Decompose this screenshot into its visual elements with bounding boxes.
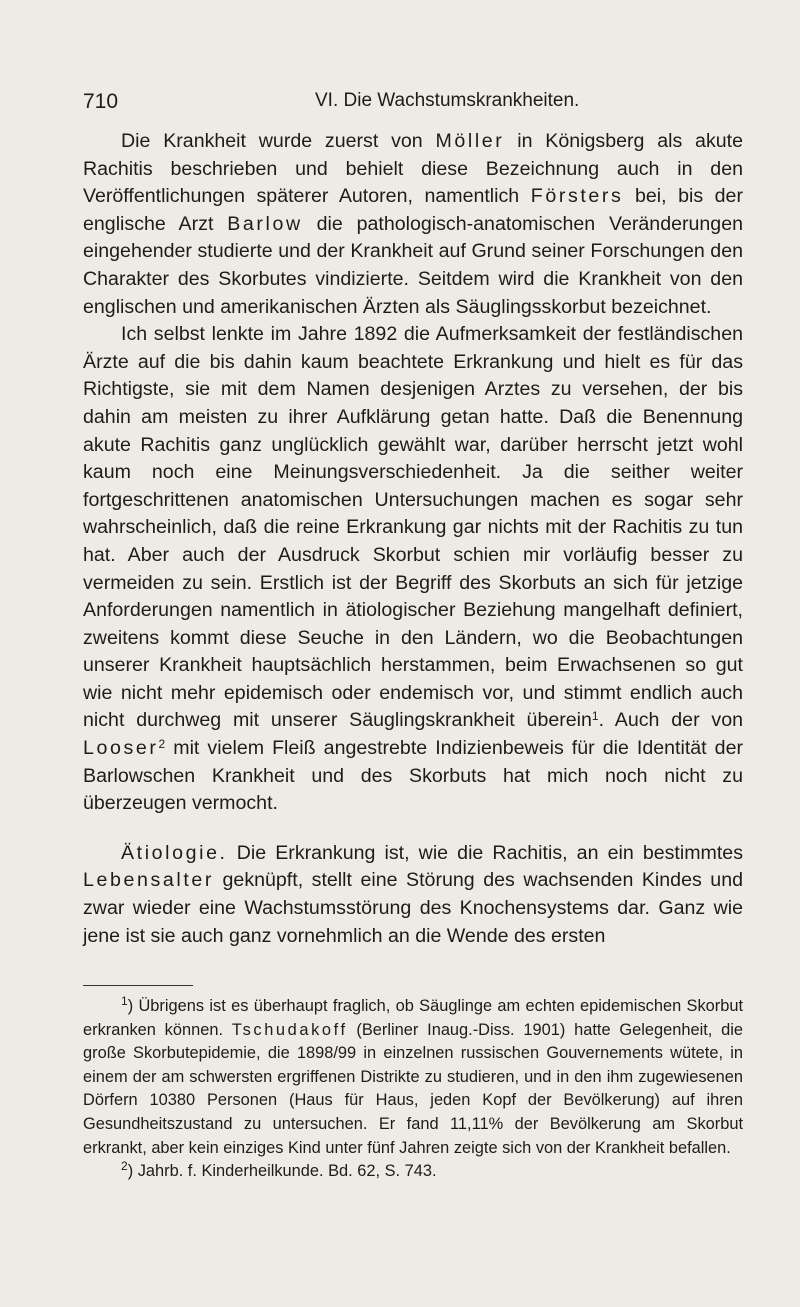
section-heading: Ätiologie. <box>121 841 228 864</box>
footnote-2 <box>83 1160 743 1184</box>
footnote-ref-2[interactable]: 2 <box>158 737 166 752</box>
footnote-1 <box>83 995 743 1160</box>
author-name: Tschudakoff <box>231 1020 348 1039</box>
running-head: VI. Die Wachstumskrankheiten. <box>315 90 580 111</box>
footnotes <box>83 995 743 1184</box>
author-name: Försters <box>530 185 624 208</box>
text-run: mit vielem Fleiß angestrebte Indizienbeweis für die Identität der Barlowschen Krankheit und des Skorbuts hat mich noch nicht zu überzeugen vermocht. <box>83 737 743 815</box>
text-run: Die Krankheit wurde zuerst von <box>121 130 436 152</box>
page-header <box>83 90 740 120</box>
body-text <box>83 128 743 950</box>
text-run: Ich selbst lenkte im Jahre 1892 die Aufmerksamkeit der festländischen Ärzte auf die bis dahin kaum beachtete Erkrankung und hielt es für das Richtigste, sie mit dem Namen desjenigen Arztes zu versehen, der bis dahin am meisten zu ihrer Aufklärung getan hatte. Daß die Benennung akute Rachitis ganz unglücklich gewählt war, darüber herrscht jetzt wohl kaum noch eine Meinungsverschiedenheit. Ja die seither weiter fortgeschrittenen anatomischen Untersuchungen machen es sogar sehr wahrscheinlich, daß die reine Erkrankung gar nichts mit der Rachitis zu tun hat. Aber auch der Ausdruck Skorbut schien mir vorläufig besser zu vermeiden zu sein. Erstlich ist der Begriff des Skorbuts an sich für jetzige Anforderungen namentlich in ätiologischer Beziehung mangelhaft definiert, zweitens kommt diese Seuche in den Ländern, wo die Beobachtungen unserer Krankheit hauptsächlich herstammen, beim Erwachsenen so gut wie nicht mehr epidemisch oder endemisch vor, und stimmt endlich auch nicht durchweg mit unserer Säuglingskrankheit überein <box>83 323 743 732</box>
text-run: geknüpft, stellt eine Störung des wachsenden Kindes und zwar wieder eine Wachstumsstörung des Knochensystems dar. Ganz wie jene ist sie auch ganz vornehmlich an die Wende des ersten <box>83 869 743 947</box>
text-run: . Auch der von <box>598 709 743 732</box>
page-number: 710 <box>83 90 119 113</box>
paragraph-1 <box>83 128 743 321</box>
author-name: Looser <box>83 737 159 760</box>
author-name: Möller <box>435 130 505 152</box>
footnote-divider <box>83 985 193 986</box>
footnote-ref-1[interactable]: 1 <box>591 709 599 724</box>
emphasized-term: Lebensalter <box>83 869 214 892</box>
text-run: ) Jahrb. f. Kinderheilkunde. Bd. 62, S. 743. <box>127 1162 437 1181</box>
text-run: ) Übrigens ist es überhaupt fraglich, ob Säuglinge am echten epidemischen Skorbut erkranken können. <box>83 997 743 1039</box>
author-name: Barlow <box>227 212 303 235</box>
text-run: bei, bis der englische Arzt <box>83 185 743 235</box>
text-run: die pathologisch-anatomischen Veränderungen eingehender studierte und der Krankheit auf Grund seiner Forschungen den Charakter des Skorbutes vindizierte. Seitdem wird die Krankheit von den englischen und amerikanischen Ärzten als Säuglingsskorbut bezeichnet. <box>83 212 743 318</box>
text-run: Die Erkrankung ist, wie die Rachitis, an ein bestimmtes <box>227 841 743 864</box>
paragraph-2 <box>83 321 743 818</box>
footnote-mark: 1 <box>121 994 128 1008</box>
paragraph-3 <box>83 840 743 950</box>
text-run: in Königsberg als akute Rachitis beschrieben und behielt diese Bezeichnung auch in den Veröffentlichungen späterer Autoren, namentlich <box>83 130 743 208</box>
footnote-mark: 2 <box>121 1159 128 1174</box>
text-run: (Berliner Inaug.-Diss. 1901) hatte Gelegenheit, die große Skorbutepidemie, die 1898/99 in einzelnen russischen Gouvernements wütete, in einem der am schwersten ergriffenen Distrikte zu studieren, und in den ihm zugewiesenen Dörfern 10380 Personen (Haus für Haus, jeden Kopf der Bevölkerung) auf ihren Gesundheitszustand zu untersuchen. Er fand 11,11% der Bevölkerung am Skorbut erkrankt, aber kein einziges Kind unter fünf Jahren zeigte sich von der Krankheit befallen. <box>83 1020 743 1157</box>
